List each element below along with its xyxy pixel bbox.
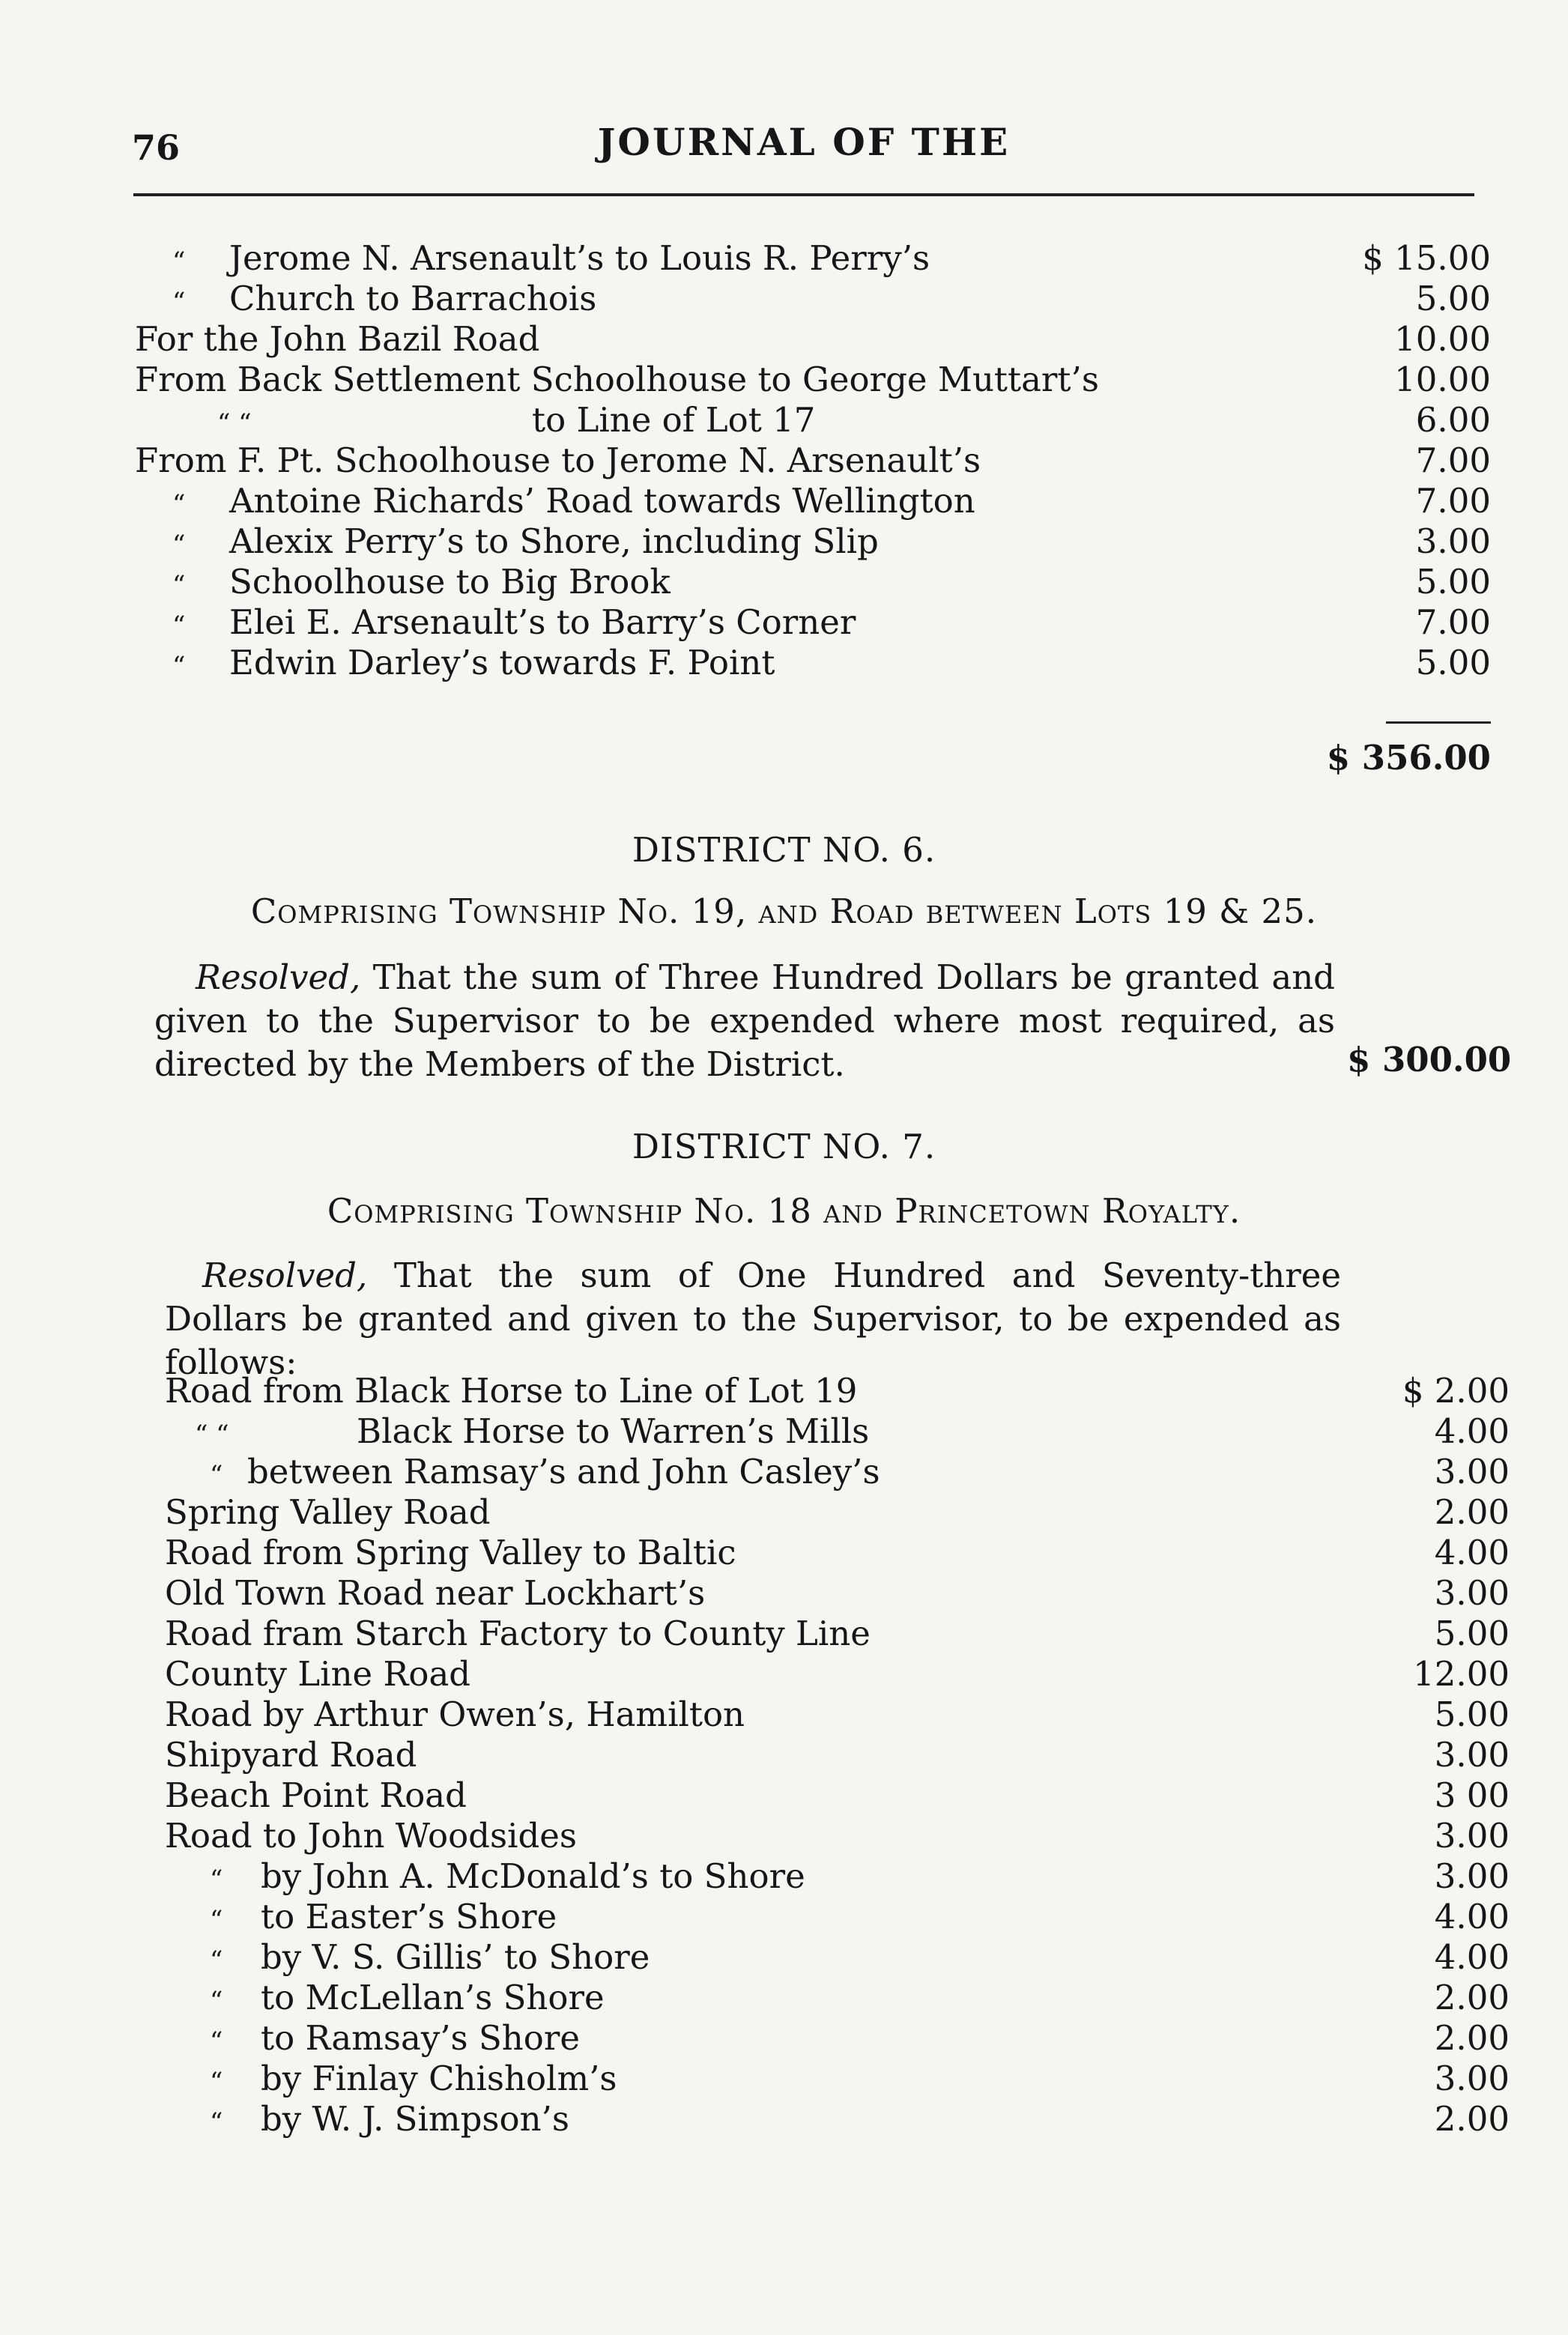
item-amount: 2.00 — [1434, 1492, 1510, 1532]
list-item — [165, 1411, 1510, 1452]
item-amount: 5.00 — [1434, 1614, 1510, 1653]
list-item — [165, 1735, 1510, 1775]
ditto-mark: “ — [210, 2026, 223, 2056]
item-amount: 4.00 — [1434, 1411, 1510, 1451]
list-item — [135, 562, 1491, 602]
item-amount: 5.00 — [1415, 643, 1491, 682]
item-label: Black Horse to Warren’s Mills — [357, 1411, 870, 1451]
district-6-heading: DISTRICT NO. 6. — [632, 830, 936, 870]
running-head: JOURNAL OF THE — [597, 120, 1011, 164]
item-amount: 2.00 — [1434, 2099, 1510, 2139]
item-amount: 3.00 — [1434, 2059, 1510, 2098]
item-label: Spring Valley Road — [165, 1492, 491, 1532]
item-amount: $ 2.00 — [1402, 1371, 1510, 1411]
item-label: by John A. McDonald’s to Shore — [261, 1856, 805, 1896]
item-label: by V. S. Gillis’ to Shore — [261, 1937, 650, 1977]
item-label: Jerome N. Arsenault’s to Louis R. Perry’s — [229, 238, 930, 278]
item-amount: 2.00 — [1434, 1978, 1510, 2017]
item-amount: 3.00 — [1434, 1735, 1510, 1775]
item-label: Road from Spring Valley to Baltic — [165, 1533, 736, 1572]
item-label: Shipyard Road — [165, 1735, 417, 1775]
ditto-mark: “ — [172, 570, 186, 600]
list-item — [165, 2059, 1510, 2099]
list-item — [165, 1533, 1510, 1573]
ditto-mark: “ — [210, 1986, 223, 2016]
item-amount: 3.00 — [1434, 1856, 1510, 1896]
ditto-mark: “ — [172, 530, 186, 560]
ditto-mark: “ — [172, 489, 186, 519]
item-label: From F. Pt. Schoolhouse to Jerome N. Arsenault’s — [135, 440, 981, 480]
list-item — [135, 360, 1491, 400]
item-label: County Line Road — [165, 1654, 471, 1694]
ditto-mark: “ “ — [195, 1420, 229, 1450]
item-label: Elei E. Arsenault’s to Barry’s Corner — [229, 602, 856, 642]
item-label: Antoine Richards’ Road towards Wellington — [229, 481, 975, 521]
total-rule — [1386, 721, 1491, 724]
list-item — [135, 643, 1491, 683]
resolved-word: Resolved, — [196, 957, 361, 997]
list-item — [135, 400, 1491, 440]
list-item — [165, 1978, 1510, 2018]
header-rule — [133, 193, 1474, 196]
item-amount: 10.00 — [1394, 319, 1491, 359]
resolution-text: That the sum of Three Hundred Dollars be granted and given to the Supervisor to be expended where most required, as directed by the Members of the District. — [154, 957, 1335, 1084]
item-amount: 3 00 — [1434, 1775, 1510, 1815]
item-amount: 10.00 — [1394, 360, 1491, 399]
ditto-mark: “ — [210, 2107, 223, 2137]
item-amount: 7.00 — [1415, 602, 1491, 642]
ditto-mark: “ — [210, 1460, 223, 1490]
item-amount: 2.00 — [1434, 2018, 1510, 2058]
item-label: Road from Black Horse to Line of Lot 19 — [165, 1371, 858, 1411]
item-label: Road to John Woodsides — [165, 1816, 577, 1856]
item-label: Road by Arthur Owen’s, Hamilton — [165, 1695, 745, 1734]
item-label: to Ramsay’s Shore — [261, 2018, 580, 2058]
item-amount: 3.00 — [1434, 1816, 1510, 1856]
item-label: by W. J. Simpson’s — [261, 2099, 569, 2139]
list-item — [135, 481, 1491, 521]
ditto-mark: “ “ — [217, 408, 252, 438]
list-item — [165, 1695, 1510, 1735]
list-item — [135, 238, 1491, 279]
item-label: to McLellan’s Shore — [261, 1978, 605, 2017]
list-item — [165, 1654, 1510, 1695]
resolution-text: That the sum of One Hundred and Seventy-three Dollars be granted and given to the Supervisor, to be expended as follows: — [165, 1256, 1341, 1382]
item-label: to Line of Lot 17 — [532, 400, 816, 440]
list-item — [165, 1371, 1510, 1411]
list-item — [165, 1775, 1510, 1816]
item-amount: 4.00 — [1434, 1937, 1510, 1977]
item-amount: 5.00 — [1415, 279, 1491, 318]
district-6-resolution — [154, 956, 1335, 1086]
ditto-mark: “ — [172, 287, 186, 317]
item-label: Church to Barrachois — [229, 279, 597, 318]
district-7-comprising: Comprising Township No. 18 and Princetown Royalty. — [327, 1191, 1241, 1231]
district-6-comprising: Comprising Township No. 19, and Road between Lots 19 & 25. — [250, 891, 1318, 931]
item-amount: 7.00 — [1415, 481, 1491, 521]
item-label: by Finlay Chisholm’s — [261, 2059, 617, 2098]
item-label: to Easter’s Shore — [261, 1897, 557, 1936]
item-label: Alexix Perry’s to Shore, including Slip — [229, 521, 879, 561]
list-item — [165, 1937, 1510, 1978]
page-header — [132, 112, 1476, 172]
item-amount: $ 15.00 — [1362, 238, 1491, 278]
list-item — [165, 1856, 1510, 1897]
list-item — [135, 602, 1491, 643]
ditto-mark: “ — [172, 246, 186, 276]
item-amount: 3.00 — [1415, 521, 1491, 561]
item-amount: 12.00 — [1413, 1654, 1510, 1694]
list-item — [135, 319, 1491, 360]
district-7-resolution — [165, 1254, 1341, 1384]
item-amount: 5.00 — [1415, 562, 1491, 602]
list-item — [165, 2018, 1510, 2059]
district-6-amount: $ 300.00 — [1347, 1040, 1512, 1079]
item-label: From Back Settlement Schoolhouse to George Muttart’s — [135, 360, 1099, 399]
section-total: $ 356.00 — [1326, 738, 1491, 778]
list-item — [135, 521, 1491, 562]
item-label: Beach Point Road — [165, 1775, 467, 1815]
item-amount: 6.00 — [1415, 400, 1491, 440]
ditto-mark: “ — [172, 611, 186, 640]
item-label: For the John Bazil Road — [135, 319, 540, 359]
ditto-mark: “ — [210, 2067, 223, 2097]
list-item — [165, 1816, 1510, 1856]
item-label: between Ramsay’s and John Casley’s — [247, 1452, 880, 1491]
list-item — [165, 1492, 1510, 1533]
ditto-mark: “ — [210, 1865, 223, 1895]
item-label: Schoolhouse to Big Brook — [229, 562, 671, 602]
ditto-mark: “ — [210, 1945, 223, 1975]
list-item — [135, 440, 1491, 481]
district-7-heading: DISTRICT NO. 7. — [632, 1127, 936, 1166]
resolved-word: Resolved, — [202, 1256, 368, 1295]
item-amount: 4.00 — [1434, 1897, 1510, 1936]
item-amount: 7.00 — [1415, 440, 1491, 480]
list-item — [165, 1614, 1510, 1654]
ditto-mark: “ — [172, 651, 186, 681]
page-number: 76 — [132, 127, 181, 168]
item-label: Edwin Darley’s towards F. Point — [229, 643, 775, 682]
list-item — [135, 279, 1491, 319]
list-item — [165, 1573, 1510, 1614]
item-amount: 3.00 — [1434, 1452, 1510, 1491]
item-amount: 5.00 — [1434, 1695, 1510, 1734]
ditto-mark: “ — [210, 1905, 223, 1935]
list-item — [165, 1452, 1510, 1492]
list-item — [165, 2099, 1510, 2139]
item-amount: 4.00 — [1434, 1533, 1510, 1572]
item-label: Old Town Road near Lockhart’s — [165, 1573, 706, 1613]
item-label: Road fram Starch Factory to County Line — [165, 1614, 871, 1653]
list-item — [165, 1897, 1510, 1937]
item-amount: 3.00 — [1434, 1573, 1510, 1613]
